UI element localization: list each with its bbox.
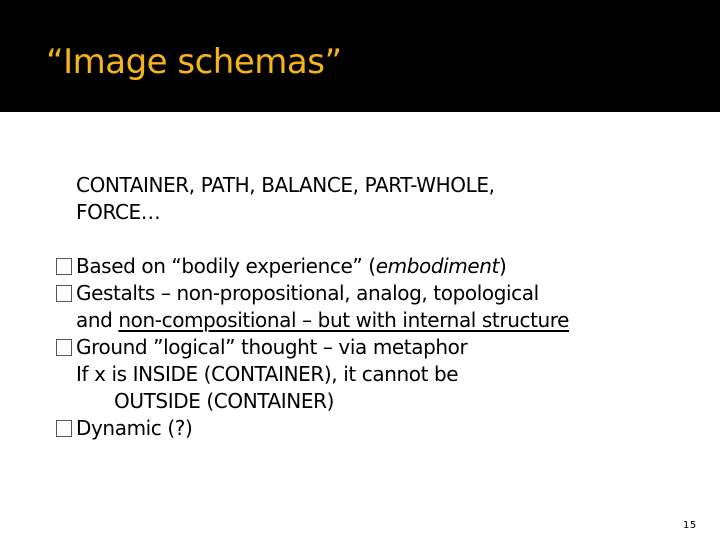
slide-title: “Image schemas” [46,42,342,82]
bullet-box-icon [56,285,72,302]
page-number: 15 [683,520,697,531]
bullet-4: Dynamic (?) [76,416,193,440]
bullet-box-icon [56,339,72,356]
bullet-1-text-pre: Based on “bodily experience” ( [76,254,376,278]
bullet-box-icon [56,420,72,437]
bullet-1-emphasis: embodiment [375,254,499,278]
bullet-box-icon [56,258,72,275]
bullet-2-line-2-pre: and [76,308,119,332]
intro-line-2: FORCE… [76,200,161,224]
bullet-3-sub-line-2: OUTSIDE (CONTAINER) [114,389,334,413]
bullet-2-underlined-text: non-compositional – but with internal structure [118,308,570,332]
intro-line-1: CONTAINER, PATH, BALANCE, PART-WHOLE, [76,173,495,197]
bullet-1 [76,253,506,280]
bullet-3-sub-line-1: If x is INSIDE (CONTAINER), it cannot be [76,362,459,386]
bullet-2-line-1: Gestalts – non-propositional, analog, topological [76,281,539,305]
bullet-2-line-2 [76,307,569,334]
bullet-1-text-post: ) [498,254,507,278]
bullet-3-line-1: Ground ”logical” thought – via metaphor [76,335,468,359]
